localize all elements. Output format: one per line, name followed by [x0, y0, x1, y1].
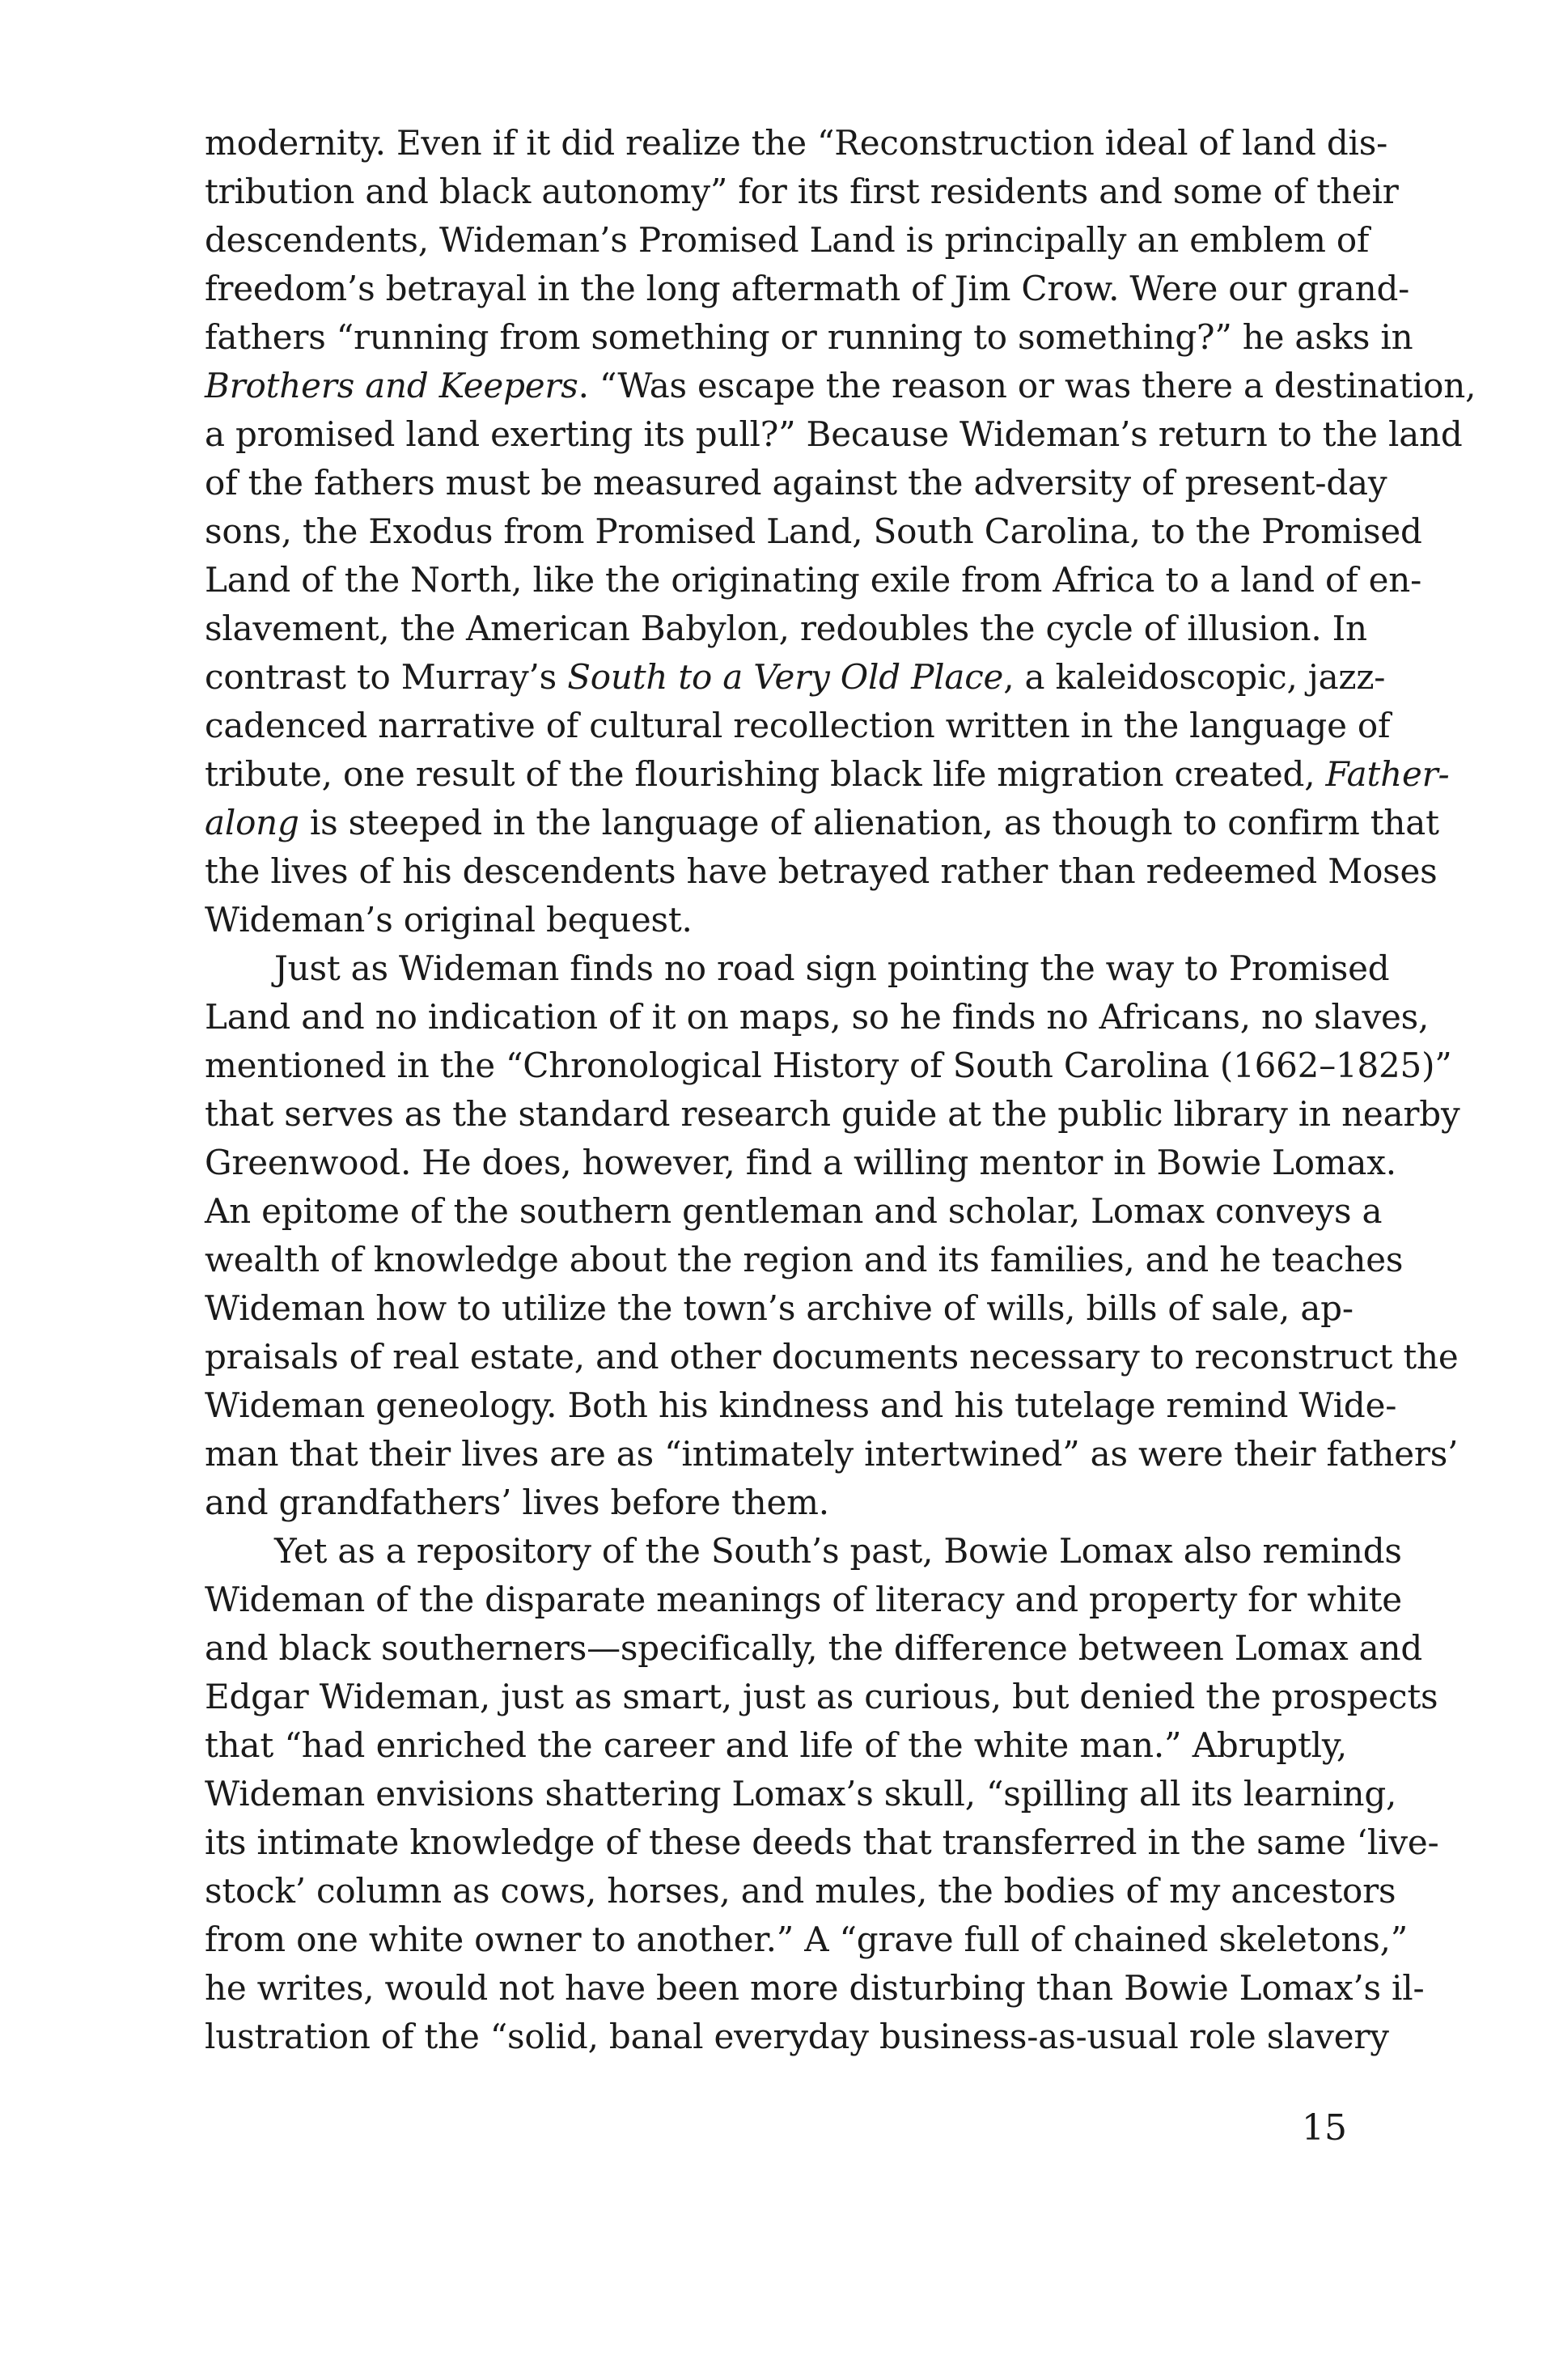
text-line: that “had enriched the career and life of the white man.” Abruptly, — [205, 1725, 1347, 1765]
text-line: freedom’s betrayal in the long aftermath of Jim Crow. Were our grand- — [205, 269, 1410, 308]
text-line: the lives of his descendents have betrayed rather than redeemed Moses — [205, 851, 1438, 891]
text-line: slavement, the American Babylon, redoubles the cycle of illusion. In — [205, 609, 1367, 648]
text-line: Wideman of the disparate meanings of literacy and property for white — [205, 1580, 1402, 1619]
text-line: its intimate knowledge of these deeds that transferred in the same ‘live- — [205, 1822, 1439, 1862]
text-line: contrast to Murray’s South to a Very Old Place, a kaleidoscopic, jazz- — [205, 657, 1386, 697]
text-line: and grandfathers’ lives before them. — [205, 1483, 829, 1522]
text-line: Wideman envisions shattering Lomax’s skull, “spilling all its learning, — [205, 1774, 1397, 1814]
text-line: cadenced narrative of cultural recollection written in the language of — [205, 706, 1391, 745]
text-line: along is steeped in the language of alienation, as though to confirm that — [205, 803, 1439, 842]
paragraph-1 — [205, 119, 1476, 944]
text-line: stock’ column as cows, horses, and mules, the bodies of my ancestors — [205, 1871, 1396, 1911]
text-line: he writes, would not have been more disturbing than Bowie Lomax’s il- — [205, 1968, 1425, 2008]
text-line: lustration of the “solid, banal everyday business-as-usual role slavery — [205, 2017, 1389, 2056]
text-line: sons, the Exodus from Promised Land, South Carolina, to the Promised — [205, 511, 1422, 551]
text-line: that serves as the standard research guide at the public library in nearby — [205, 1094, 1460, 1134]
text-line: tribution and black autonomy” for its first residents and some of their — [205, 172, 1399, 211]
text-line: descendents, Wideman’s Promised Land is principally an emblem of — [205, 220, 1370, 260]
body-text — [205, 119, 1476, 2061]
text-line: praisals of real estate, and other documents necessary to reconstruct the — [205, 1337, 1459, 1377]
text-line: wealth of knowledge about the region and its families, and he teaches — [205, 1240, 1404, 1279]
text-line: tribute, one result of the flourishing black life migration created, Father- — [205, 754, 1450, 794]
paragraph-3 — [205, 1527, 1439, 2061]
text-line: and black southerners—specifically, the difference between Lomax and — [205, 1628, 1423, 1668]
text-line: mentioned in the “Chronological History of South Carolina (1662–1825)” — [205, 1046, 1452, 1085]
text-line: man that their lives are as “intimately intertwined” as were their fathers’ — [205, 1434, 1459, 1474]
text-line: Land and no indication of it on maps, so he finds no Africans, no slaves, — [205, 997, 1430, 1037]
text-line: Land of the North, like the originating exile from Africa to a land of en- — [205, 560, 1422, 600]
text-line: Wideman’s original bequest. — [205, 900, 693, 940]
text-line: from one white owner to another.” A “grave full of chained skeletons,” — [205, 1920, 1409, 1959]
text-line: Just as Wideman finds no road sign pointing the way to Promised — [274, 948, 1390, 988]
text-line: Edgar Wideman, just as smart, just as curious, but denied the prospects — [205, 1677, 1438, 1716]
text-line: Brothers and Keepers. “Was escape the reason or was there a destination, — [205, 366, 1476, 405]
text-line: fathers “running from something or running to something?” he asks in — [205, 317, 1413, 357]
text-line: Wideman how to utilize the town’s archive of wills, bills of sale, ap- — [205, 1288, 1353, 1328]
paragraph-2 — [205, 944, 1460, 1527]
text-line: a promised land exerting its pull?” Because Wideman’s return to the land — [205, 414, 1463, 454]
text-line: Yet as a repository of the South’s past, Bowie Lomax also reminds — [274, 1531, 1402, 1571]
text-line: An epitome of the southern gentleman and scholar, Lomax conveys a — [205, 1191, 1383, 1231]
text-line: Greenwood. He does, however, find a willing mentor in Bowie Lomax. — [205, 1143, 1396, 1182]
text-line: Wideman geneology. Both his kindness and his tutelage remind Wide- — [205, 1385, 1397, 1425]
page-number: 15 — [1302, 2107, 1347, 2149]
text-line: of the fathers must be measured against the adversity of present-day — [205, 463, 1387, 503]
text-line: modernity. Even if it did realize the “Reconstruction ideal of land dis- — [205, 123, 1388, 163]
